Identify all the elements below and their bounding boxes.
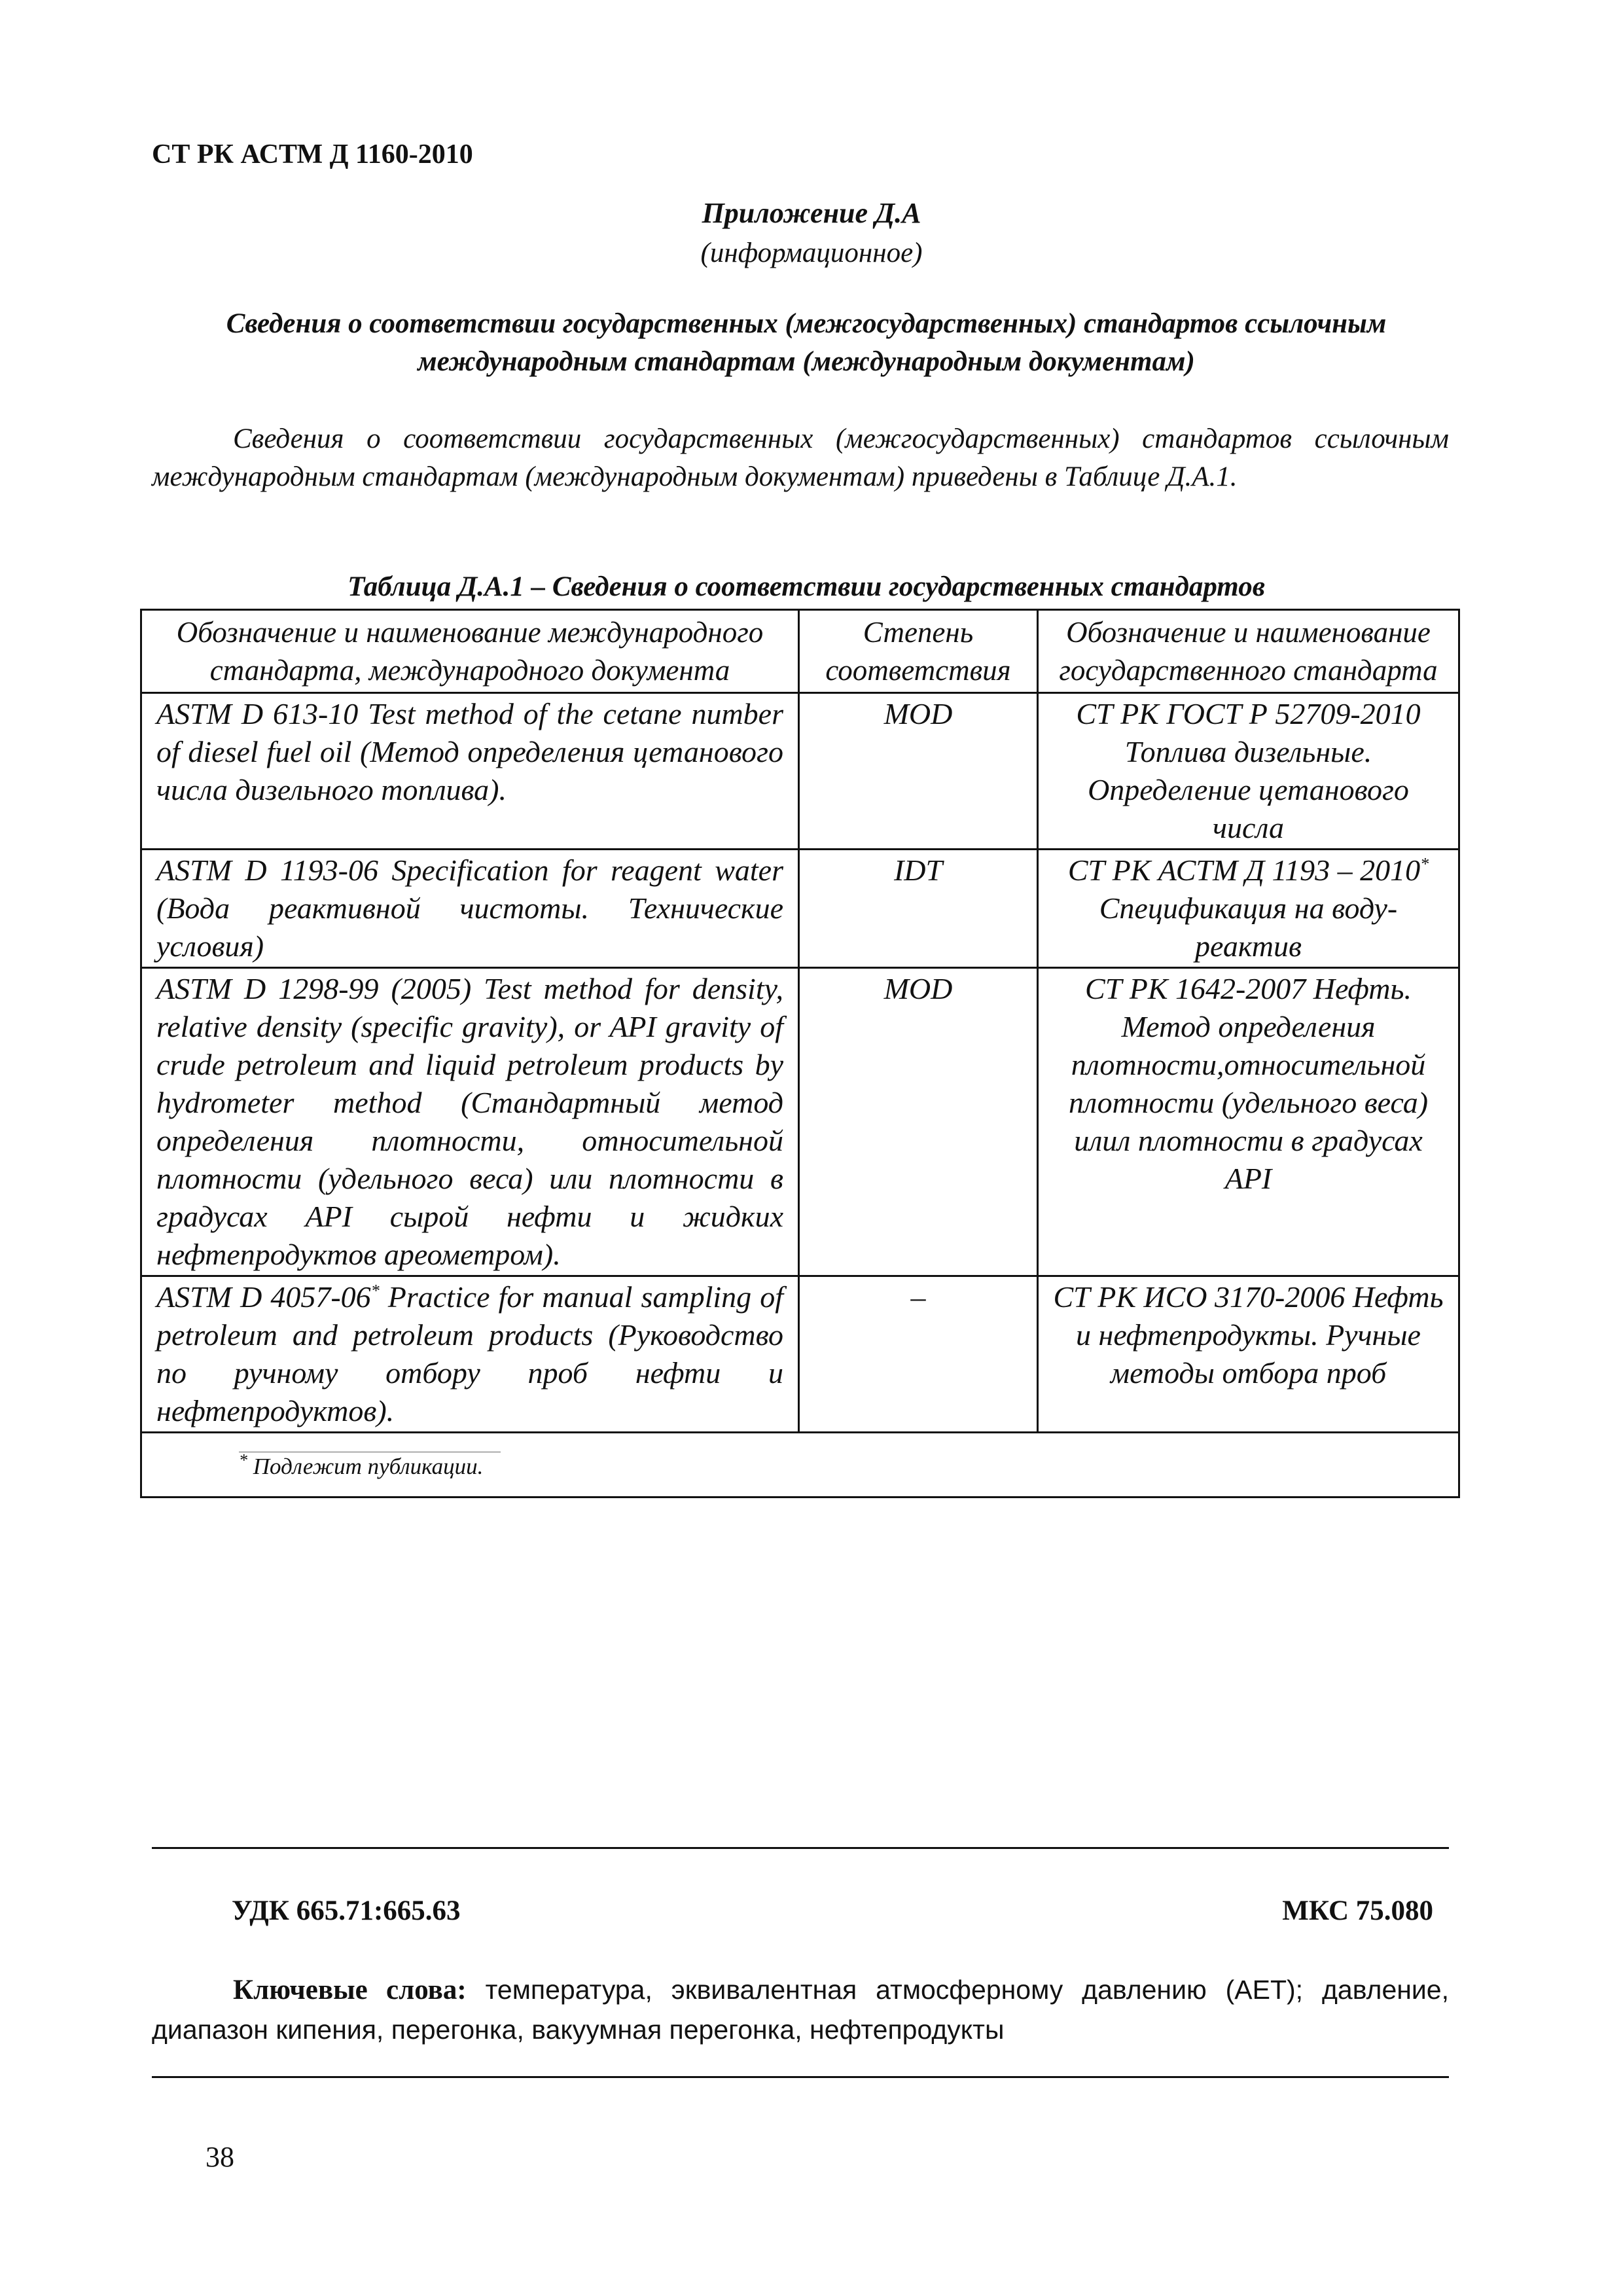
cell-international [141, 1276, 799, 1433]
footnote-marker: * [1420, 854, 1429, 874]
cell-degree: – [799, 1276, 1038, 1433]
footnote [239, 1452, 1458, 1481]
table-row [141, 693, 1459, 850]
table-row [141, 1276, 1459, 1433]
table-header-row [141, 610, 1459, 693]
section-heading: Сведения о соответствии государственных (межгосударственных) стандартов ссылочным международным стандартам (международным документам) [226, 308, 1387, 377]
cell-national-text: СТ РК АСТМ Д 1193 – 2010 [1067, 853, 1421, 887]
page-number: 38 [205, 2141, 234, 2173]
divider-top [152, 1847, 1449, 1849]
header-international: Обозначение и наименование международного стандарта, международного документа [141, 610, 799, 693]
document-code: СТ РК АСТМ Д 1160-2010 [152, 139, 473, 170]
standards-table [140, 609, 1460, 1498]
cell-degree: IDT [799, 850, 1038, 968]
cell-degree: MOD [799, 693, 1038, 850]
table-caption: Таблица Д.А.1 – Сведения о соответствии государственных стандартов [348, 571, 1265, 602]
cell-national: СТ РК ГОСТ Р 52709-2010 Топлива дизельные. Определение цетанового числа [1038, 693, 1459, 850]
table-row [141, 968, 1459, 1276]
appendix-subtitle: (информационное) [700, 238, 923, 268]
cell-national: СТ РК 1642-2007 Нефть. Метод определения плотности,относительной плотности (удельного веса) илил плотности в градусах API [1038, 968, 1459, 1276]
mks-code: МКС 75.080 [1282, 1895, 1433, 1926]
cell-degree: MOD [799, 968, 1038, 1276]
cell-national: СТ РК ИСО 3170-2006 Нефть и нефтепродукты. Ручные методы отбора проб [1038, 1276, 1459, 1433]
footnote-text: Подлежит публикации. [247, 1454, 484, 1479]
cell-international: ASTM D 1193-06 Specification for reagent water (Вода реактивной чистоты. Технические условия) [141, 850, 799, 968]
table-footnote-row [141, 1433, 1459, 1498]
divider-bottom [152, 2076, 1449, 2078]
intro-paragraph: Сведения о соответствии государственных (межгосударственных) стандартов ссылочным международным стандартам (международным документам) приведены в Таблице Д.А.1. [152, 423, 1449, 492]
keywords-text: температура, эквивалентная атмосферному давлению (АЕТ); давление, диапазон кипения, перегонка, вакуумная перегонка, нефтепродукты [152, 1975, 1449, 2045]
table-row [141, 850, 1459, 968]
cell-national-text: Спецификация на воду-реактив [1099, 891, 1398, 963]
cell-international: ASTM D 1298-99 (2005) Test method for density, relative density (specific gravity), or API gravity of crude petroleum and liquid petroleum products by hydrometer method (Стандартный метод определения плотности, относительной плотности (удельного веса) или плотности в градусах API сырой нефти и жидких нефтепродуктов ареометром). [141, 968, 799, 1276]
header-national: Обозначение и наименование государственного стандарта [1038, 610, 1459, 693]
footnote-marker: * [239, 1450, 247, 1470]
table-footnote-cell [141, 1433, 1459, 1498]
cell-international-text: Practice for manual sampling of petroleum and petroleum products (Руководство по ручному отбору проб нефти и нефтепродуктов). [156, 1280, 783, 1427]
cell-international: ASTM D 613-10 Test method of the cetane number of diesel fuel oil (Метод определения цетанового числа дизельного топлива). [141, 693, 799, 850]
footnote-marker: * [370, 1281, 380, 1300]
cell-international-text: ASTM D 4057-06 [156, 1280, 371, 1314]
header-degree: Степень соответствия [799, 610, 1038, 693]
keywords-label: Ключевые слова: [233, 1975, 467, 2005]
keywords-paragraph [152, 1970, 1449, 2049]
cell-national [1038, 850, 1459, 968]
appendix-title: Приложение Д.А [702, 197, 921, 229]
udk-code: УДК 665.71:665.63 [232, 1895, 461, 1926]
